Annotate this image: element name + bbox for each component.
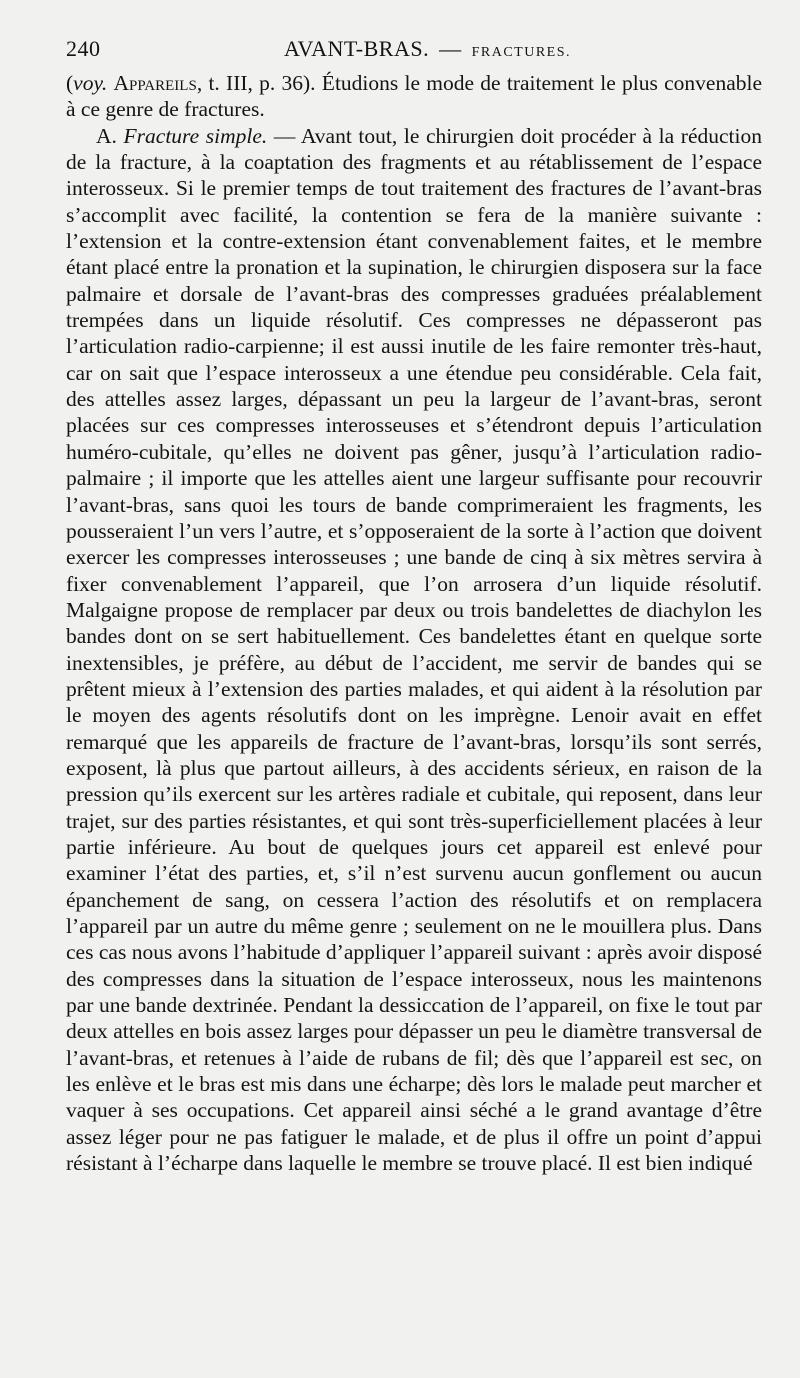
title-dash: — — [439, 36, 462, 61]
chapter-title: AVANT-BRAS. — [284, 36, 430, 61]
paragraph-intro — [66, 70, 762, 123]
section-italic-title: Fracture simple. — [123, 123, 268, 148]
reference-appareils: Appareils — [113, 71, 197, 95]
body-text — [66, 70, 762, 1176]
voy-abbrev: voy. — [73, 71, 108, 95]
section-label: A. — [96, 123, 124, 148]
paren-open: ( — [66, 71, 74, 95]
page-number: 240 — [66, 36, 101, 61]
running-title — [284, 36, 571, 62]
running-head — [66, 30, 762, 70]
paragraph-intro-text: , t. III, p. 36). Étudions le mode de traitement le plus convenable à ce genre de fractures. — [66, 71, 763, 122]
paragraph-body: — Avant tout, le chirurgien doit procéder à la réduction de la fracture, à la coaptation des fragments et au rétablissement de l’espace interosseux. Si le premier temps de tout traitement des fractures de l’avant-bras s’accomplit avec facilité, la contention se fera de la manière suivante : l’extension et la contre-extension étant convenablement faites, et le membre étant placé entre la pronation et la supination, le chirurgien disposera sur la face palmaire et dorsale de l’avant-bras des compresses graduées préalablement trempées dans un liquide résolutif. Ces compresses ne dépasseront pas l’articulation radio-carpienne; il est aussi inutile de les faire remonter très-haut, car on sait que l’espace interosseux a une étendue peu considérable. Cela fait, des attelles assez larges, dépassant un peu la largeur de l’avant-bras, seront placées sur ces compresses interosseuses et s’étendront depuis l’articulation huméro-cubitale, qu’elles ne doivent pas gêner, jusqu’à l’articulation radio-palmaire ; il importe que les attelles aient une largeur suffisante pour recouvrir l’avant-bras, sans quoi les tours de bande comprimeraient les fragments, les pousseraient l’un vers l’autre, et s’opposeraient de la sorte à l’action que doivent exercer les compresses interosseuses ; une bande de cinq à six mètres servira à fixer convenablement l’appareil, que l’on arrosera d’un liquide résolutif. Malgaigne propose de remplacer par deux ou trois bandelettes de diachylon les bandes dont on se sert habituellement. Ces bandelettes étant en quelque sorte inextensibles, je préfère, au début de l’accident, me servir de bandes qui se prêtent mieux à l’extension des parties malades, et qui aident à la résolution par le moyen des agents résolutifs dont on les imprègne. Lenoir avait en effet remarqué que les appareils de fracture de l’avant-bras, lorsqu’ils sont serrés, exposent, là plus que partout ailleurs, à des accidents sérieux, en raison de la pression qu’ils exercent sur les artères radiale et cubitale, qui reposent, dans leur trajet, sur des parties résistantes, et qui sont très-superficiellement placées à leur partie inférieure. Au bout de quelques jours cet appareil est enlevé pour examiner l’état des parties, et, s’il n’est survenu aucun gonflement ou aucun épanchement de sang, on cessera l’action des résolutifs et on remplacera l’appareil par un autre du même genre ; seulement on ne le mouillera plus. Dans ces cas nous avons l’habitude d’appliquer l’appareil suivant : après avoir disposé des compresses dans la situation de l’espace interosseux, nous les maintenons par une bande dextrinée. Pendant la dessiccation de l’appareil, on fixe le tout par deux attelles en bois assez larges pour dépasser un peu le diamètre transversal de l’avant-bras, et retenues à l’aide de rubans de fil; dès que l’appareil est sec, on les enlève et le bras est mis dans une écharpe; dès lors le malade peut marcher et vaquer à ses occupations. Cet appareil ainsi séché a le grand avantage d’être assez léger pour ne pas fatiguer le malade, et de plus il offre un point d’appui résistant à l’écharpe dans laquelle le membre se trouve placé. Il est bien indiqué — [66, 123, 762, 1176]
paragraph-fracture-simple — [66, 123, 762, 1177]
section-title: FRACTURES. — [471, 45, 572, 60]
